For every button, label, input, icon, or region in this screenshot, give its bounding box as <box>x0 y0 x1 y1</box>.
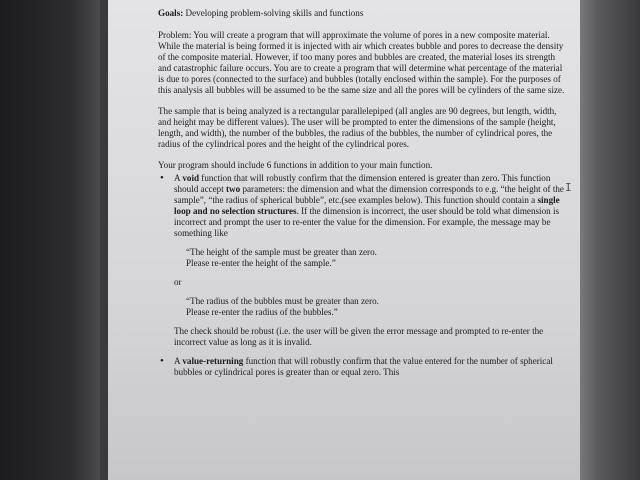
functions-intro: Your program should include 6 functions in addition to your main function. <box>158 160 433 170</box>
single-loop-keyword: single loop and no selection structures <box>174 195 560 216</box>
or-separator: or <box>174 277 182 287</box>
void-keyword: void <box>182 173 200 183</box>
document-page <box>108 0 580 480</box>
sample-paragraph: The sample that is being analyzed is a rectangular parallelepiped (all angles are 90 degrees, but length, width, and height may be different values). The user will be prompted to enter the dimensions of the sample (height, length, and width), the number of the bubbles, the radius of the bubbles, the number of cylindrical pores, the radius of the cylindrical pores and the height of the cylindrical pores. <box>158 106 557 149</box>
void-function-description: • A void function that will robustly confirm that the dimension entered is greater than zero. This function should accept two parameters: the dimension and what the dimension corresponds to e.g. “the height of the sample”, “the radius of spherical bubble”, etc.(see examples below). This function should contain a single loop and no selection structures. If the dimension is incorrect, the user should be told what dimension is incorrect and prompt the user to re-enter the value for the dimension. For example, the message may be something like <box>174 173 564 238</box>
goals-label: Goals: <box>158 8 184 18</box>
text-cursor-icon: I <box>565 181 572 194</box>
monitor-bezel-right <box>570 0 640 480</box>
value-returning-keyword: value-returning <box>182 356 244 366</box>
goals-line <box>158 8 570 19</box>
list-item-void-function <box>158 173 570 348</box>
goals-text: Developing problem-solving skills and functions <box>185 8 364 18</box>
robust-check-note: The check should be robust (i.e. the user will be given the error message and prompted to re-enter the incorrect value as long as it is invalid. <box>174 326 544 347</box>
list-item-value-returning-function: • A value-returning function that will robustly confirm that the value entered for the number of spherical bubbles or cylindrical pores is greater than or equal zero. This <box>158 356 570 378</box>
function-list <box>158 173 570 378</box>
two-keyword: two <box>226 184 241 194</box>
example-message-height: “The height of the sample must be greater than zero. Please re-enter the height of the sample.” <box>186 247 377 268</box>
problem-paragraph: Problem: You will create a program that will approximate the volume of pores in a new composite material. While the material is being formed it is injected with air which creates bubble and pores to decrease the density of the composite material. However, if too many pores and bubbles are created, the material loses its strength and catastrophic failure occurs. You are to create a program that will determine what percentage of the material is due to pores (connected to the surface) and bubbles (totally enclosed within the sample). For the purposes of this analysis all bubbles will be assumed to be the same size and all the pores will be cylinders of the same size. <box>158 30 565 95</box>
monitor-bezel-left <box>0 0 100 480</box>
example-message-radius: “The radius of the bubbles must be greater than zero. Please re-enter the radius of the bubbles.” <box>186 296 379 317</box>
